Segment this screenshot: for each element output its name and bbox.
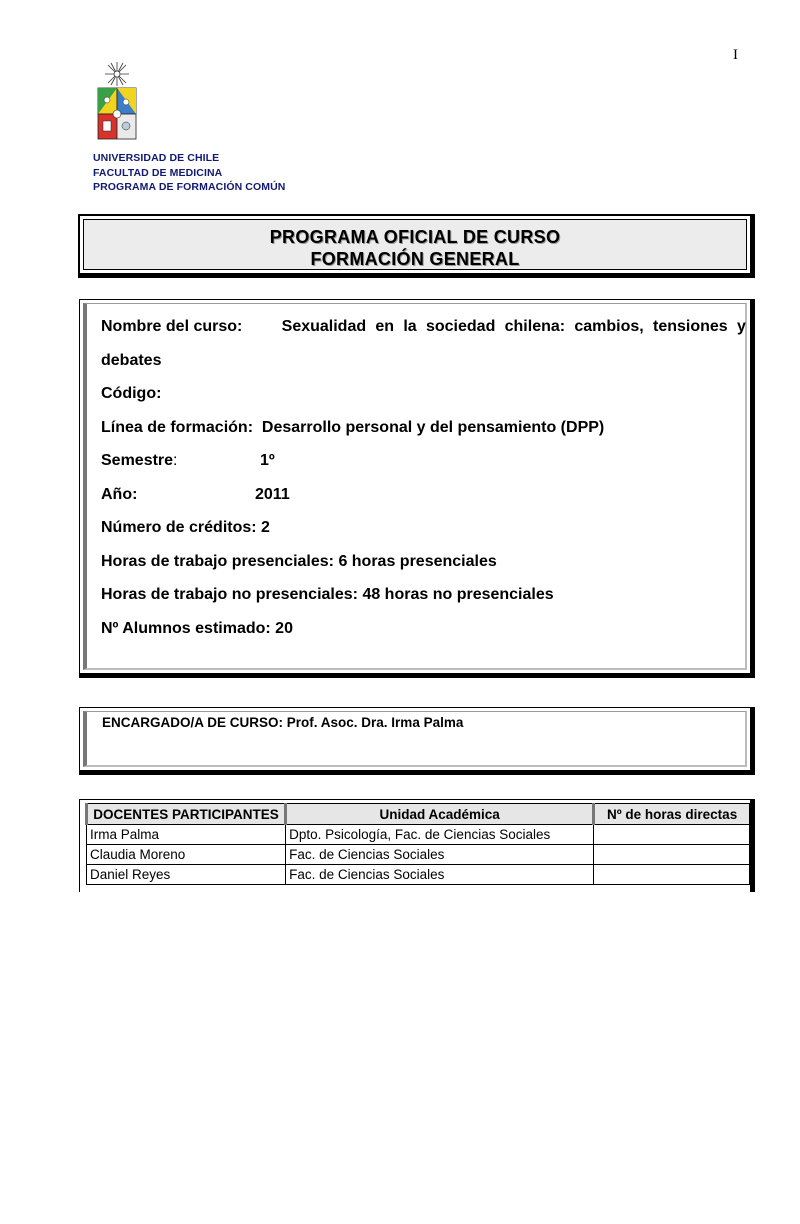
presential-hours-row [101,545,745,579]
nonpresential-hours-row [101,578,745,612]
docente-hours [594,825,750,845]
docente-unit: Fac. de Ciencias Sociales [286,845,594,865]
column-header-docentes: DOCENTES PARTICIPANTES [87,804,286,825]
title-inner [83,219,747,270]
docente-unit: Fac. de Ciencias Sociales [286,865,594,885]
course-name-word: y [736,318,746,335]
semester-value: 1º [259,452,275,469]
course-lead-label: ENCARGADO/A DE CURSO: [102,715,284,730]
credits-row [101,511,745,545]
column-header-unidad: Unidad Académica [286,804,594,825]
docente-name: Irma Palma [87,825,286,845]
course-name-word: Sexualidad [281,318,367,335]
year-value: 2011 [255,485,290,503]
nonpresential-hours-value: 48 horas no presenciales [362,586,554,603]
table-row [87,825,750,845]
course-name-row [101,310,746,344]
course-info-box [79,299,755,678]
semester-colon: : [173,452,178,469]
course-lead-inner [83,711,747,767]
course-name-label: Nombre del curso: [101,318,243,335]
year-label: Año: [101,485,138,503]
institution-line-faculty: FACULTAD DE MEDICINA [93,166,223,179]
institution-line-program: PROGRAMA DE FORMACIÓN COMÚN [93,181,286,193]
presential-hours-value: 6 horas presenciales [338,552,497,570]
docente-unit: Dpto. Psicología, Fac. de Ciencias Sociales [286,825,594,845]
training-line-label: Línea de formación: [101,418,254,436]
institution-header [93,151,285,195]
course-lead-box [79,707,755,775]
semester-label: Semestre [101,452,174,469]
docente-name: Daniel Reyes [87,865,286,885]
table-header-row [87,804,750,825]
document-title-line2: FORMACIÓN GENERAL [310,249,520,269]
course-name-word: cambios, [574,318,644,335]
docente-name: Claudia Moreno [87,845,286,865]
table-row [87,865,750,885]
course-name-word: sociedad [425,318,496,335]
students-value: 20 [275,619,293,637]
institution-line-university: UNIVERSIDAD DE CHILE [93,152,220,164]
docente-hours [594,845,750,865]
course-info-inner [83,303,747,670]
nonpresential-hours-label: Horas de trabajo no presenciales: [101,586,358,603]
page-number: I [733,47,738,63]
docente-hours [594,865,750,885]
credits-value: 2 [261,519,270,536]
semester-row [101,444,745,478]
course-name-word: en [375,318,395,335]
university-logo [95,60,139,142]
presential-hours-label: Horas de trabajo presenciales: [101,552,334,570]
document-title-line1: PROGRAMA OFICIAL DE CURSO [269,227,561,247]
course-name-word: tensiones [653,318,728,335]
faculty-table-wrapper [79,799,755,892]
course-name-word: chilena: [504,318,566,335]
course-lead-value: Prof. Asoc. Dra. Irma Palma [286,715,464,730]
students-row [101,612,745,646]
course-name-continued: debates [101,351,162,369]
students-label: Nº Alumnos estimado: [101,619,271,637]
year-row [101,478,745,512]
course-name-word: la [403,318,417,335]
course-code-label: Código: [101,385,162,402]
training-line-row [101,411,745,445]
faculty-table [85,803,750,885]
table-row [87,845,750,865]
column-header-horas: Nº de horas directas [594,804,750,825]
title-box [78,214,755,278]
credits-label: Número de créditos: [101,519,257,536]
training-line-value: Desarrollo personal y del pensamiento (DPP) [261,418,605,436]
